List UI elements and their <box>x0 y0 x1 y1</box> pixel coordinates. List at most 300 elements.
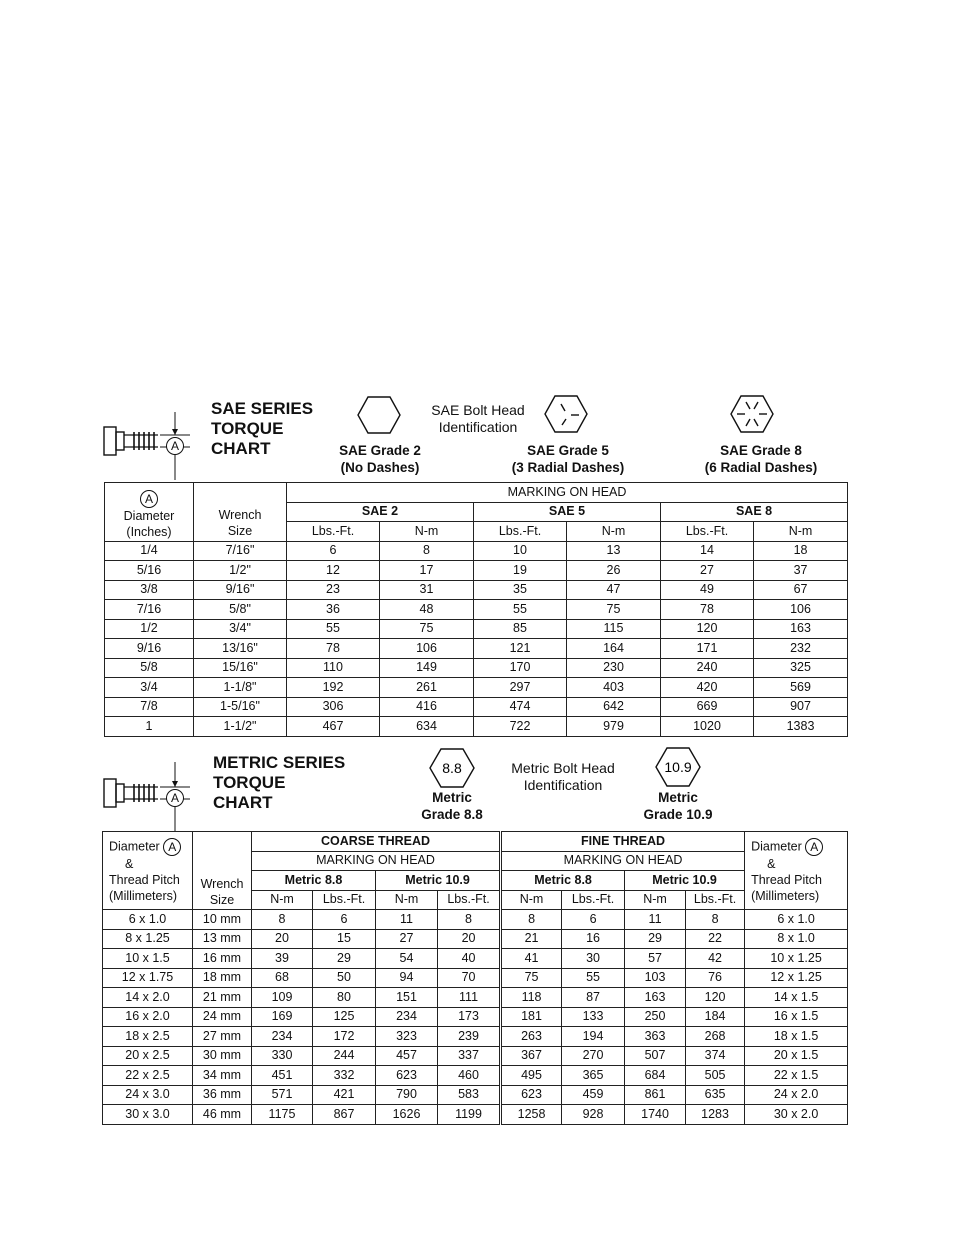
table-cell: 495 <box>501 1066 562 1086</box>
table-cell: 27 mm <box>193 1027 252 1047</box>
table-cell: 9/16" <box>194 580 287 600</box>
sae-grade-5-hexagon-icon <box>543 394 589 434</box>
table-cell: 7/8 <box>105 697 194 717</box>
sae-grade-name: SAE Grade 2 <box>339 443 421 458</box>
table-cell: 270 <box>562 1046 625 1066</box>
sae-group-header: SAE 5 <box>474 502 661 522</box>
table-cell: 268 <box>686 1027 745 1047</box>
table-cell: 40 <box>438 949 501 969</box>
sae-unit-header: N-m <box>380 522 474 542</box>
table-cell: 363 <box>625 1027 686 1047</box>
table-cell: 323 <box>376 1027 438 1047</box>
table-cell: 451 <box>252 1066 313 1086</box>
table-cell: 17 <box>380 561 474 581</box>
table-cell: 1199 <box>438 1105 501 1125</box>
table-cell: 24 x 3.0 <box>103 1085 193 1105</box>
table-row <box>103 1085 848 1105</box>
table-cell: 6 x 1.0 <box>745 910 848 930</box>
diameter-letter: A <box>140 490 158 508</box>
metric-unit-header: N-m <box>501 890 562 910</box>
metric-fine-diameter-header <box>745 832 848 910</box>
table-cell: 403 <box>567 678 661 698</box>
table-cell: 8 <box>380 541 474 561</box>
table-cell: 27 <box>661 561 754 581</box>
table-row <box>103 1046 848 1066</box>
table-cell: 19 <box>474 561 567 581</box>
table-row <box>105 619 848 639</box>
table-cell: 1383 <box>754 717 848 737</box>
table-row <box>105 580 848 600</box>
table-cell: 11 <box>376 910 438 930</box>
table-row <box>103 1066 848 1086</box>
table-cell: 30 <box>562 949 625 969</box>
table-cell: 232 <box>754 639 848 659</box>
table-cell: 507 <box>625 1046 686 1066</box>
diameter-letter: A <box>805 838 823 856</box>
table-cell: 3/4 <box>105 678 194 698</box>
table-cell: 67 <box>754 580 848 600</box>
table-cell: 474 <box>474 697 567 717</box>
table-cell: 55 <box>287 619 380 639</box>
sae-unit-header: Lbs.-Ft. <box>287 522 380 542</box>
table-cell: 164 <box>567 639 661 659</box>
table-cell: 505 <box>686 1066 745 1086</box>
table-cell: 867 <box>313 1105 376 1125</box>
table-cell: 6 <box>287 541 380 561</box>
table-cell: 722 <box>474 717 567 737</box>
table-cell: 1626 <box>376 1105 438 1125</box>
table-cell: 9/16 <box>105 639 194 659</box>
table-cell: 8 x 1.25 <box>103 929 193 949</box>
table-cell: 12 <box>287 561 380 581</box>
table-cell: 192 <box>287 678 380 698</box>
table-cell: 1/2" <box>194 561 287 581</box>
table-cell: 979 <box>567 717 661 737</box>
table-cell: 297 <box>474 678 567 698</box>
table-cell: 12 x 1.25 <box>745 968 848 988</box>
diameter-header-line: Thread Pitch <box>751 872 822 887</box>
metric-grade-header: Metric 8.8 <box>252 871 376 891</box>
table-cell: 1-5/16" <box>194 697 287 717</box>
sae-identification-line: SAE Bolt Head <box>431 402 525 418</box>
table-cell: 416 <box>380 697 474 717</box>
table-cell: 14 <box>661 541 754 561</box>
table-row <box>105 541 848 561</box>
table-cell: 34 mm <box>193 1066 252 1086</box>
table-cell: 22 <box>686 929 745 949</box>
table-cell: 14 x 1.5 <box>745 988 848 1008</box>
diameter-header-line: Diameter <box>751 838 802 853</box>
table-cell: 244 <box>313 1046 376 1066</box>
table-row <box>103 1105 848 1125</box>
diameter-header-line: & <box>767 856 776 871</box>
metric-unit-header: Lbs.-Ft. <box>438 890 501 910</box>
sae-identification-label <box>420 402 536 436</box>
table-cell: 8 <box>438 910 501 930</box>
diameter-header-line: (Millimeters) <box>109 888 178 903</box>
table-cell: 171 <box>661 639 754 659</box>
table-cell: 569 <box>754 678 848 698</box>
table-cell: 42 <box>686 949 745 969</box>
sae-grade-5-label <box>492 442 644 476</box>
diameter-header-line: Diameter <box>109 838 160 853</box>
table-cell: 125 <box>313 1007 376 1027</box>
metric-title-line: TORQUE <box>213 773 286 792</box>
table-cell: 13 mm <box>193 929 252 949</box>
table-cell: 16 x 2.0 <box>103 1007 193 1027</box>
table-row <box>103 1027 848 1047</box>
sae-grade-note: (6 Radial Dashes) <box>704 460 818 475</box>
diameter-header-line: (Millimeters) <box>751 888 820 903</box>
table-cell: 103 <box>625 968 686 988</box>
sae-grade-note: (3 Radial Dashes) <box>511 460 625 475</box>
metric-grade-head-text: 10.9 <box>664 759 692 775</box>
table-cell: 173 <box>438 1007 501 1027</box>
metric-title-line: CHART <box>213 793 273 812</box>
table-cell: 1/4 <box>105 541 194 561</box>
metric-grade-8-8-hexagon-icon <box>428 747 476 789</box>
metric-unit-header: Lbs.-Ft. <box>313 890 376 910</box>
diameter-header-line: & <box>125 856 134 871</box>
metric-unit-header: Lbs.-Ft. <box>562 890 625 910</box>
table-cell: 239 <box>438 1027 501 1047</box>
table-row <box>105 561 848 581</box>
table-cell: 37 <box>754 561 848 581</box>
sae-chart-title <box>211 399 313 459</box>
table-cell: 80 <box>313 988 376 1008</box>
table-cell: 10 <box>474 541 567 561</box>
table-cell: 1020 <box>661 717 754 737</box>
table-cell: 459 <box>562 1085 625 1105</box>
sae-unit-header: N-m <box>567 522 661 542</box>
sae-grade-8-label <box>690 442 832 476</box>
table-cell: 30 x 3.0 <box>103 1105 193 1125</box>
table-cell: 790 <box>376 1085 438 1105</box>
table-cell: 18 <box>754 541 848 561</box>
table-cell: 5/8" <box>194 600 287 620</box>
table-cell: 12 x 1.75 <box>103 968 193 988</box>
table-cell: 5/8 <box>105 658 194 678</box>
table-cell: 18 x 1.5 <box>745 1027 848 1047</box>
table-cell: 6 <box>562 910 625 930</box>
table-cell: 163 <box>754 619 848 639</box>
table-cell: 8 <box>252 910 313 930</box>
table-cell: 583 <box>438 1085 501 1105</box>
table-cell: 30 mm <box>193 1046 252 1066</box>
metric-unit-header: N-m <box>252 890 313 910</box>
table-cell: 330 <box>252 1046 313 1066</box>
table-cell: 54 <box>376 949 438 969</box>
metric-grade-line: Grade 10.9 <box>643 807 713 822</box>
table-cell: 75 <box>501 968 562 988</box>
table-cell: 1-1/8" <box>194 678 287 698</box>
table-cell: 1258 <box>501 1105 562 1125</box>
table-cell: 70 <box>438 968 501 988</box>
table-cell: 78 <box>661 600 754 620</box>
table-cell: 120 <box>661 619 754 639</box>
table-cell: 374 <box>686 1046 745 1066</box>
metric-identification-line: Identification <box>523 777 603 793</box>
sae-grade-8-hexagon-icon <box>729 394 775 434</box>
metric-wrench-header <box>193 832 252 910</box>
table-cell: 22 x 1.5 <box>745 1066 848 1086</box>
table-cell: 120 <box>686 988 745 1008</box>
table-cell: 8 x 1.0 <box>745 929 848 949</box>
table-cell: 571 <box>252 1085 313 1105</box>
table-cell: 111 <box>438 988 501 1008</box>
sae-grade-name: SAE Grade 8 <box>720 443 802 458</box>
table-cell: 306 <box>287 697 380 717</box>
table-cell: 75 <box>380 619 474 639</box>
table-cell: 149 <box>380 658 474 678</box>
sae-unit-header: Lbs.-Ft. <box>474 522 567 542</box>
table-cell: 10 x 1.5 <box>103 949 193 969</box>
wrench-header-line: Wrench <box>200 877 244 891</box>
sae-diameter-letter: A <box>166 437 184 455</box>
table-cell: 861 <box>625 1085 686 1105</box>
sae-diameter-header <box>105 483 194 542</box>
table-cell: 928 <box>562 1105 625 1125</box>
table-row <box>105 658 848 678</box>
metric-title-line: METRIC SERIES <box>213 753 346 772</box>
table-cell: 55 <box>562 968 625 988</box>
metric-grade-10-9-label <box>628 789 728 823</box>
table-cell: 22 x 2.5 <box>103 1066 193 1086</box>
table-cell: 325 <box>754 658 848 678</box>
metric-grade-line: Grade 8.8 <box>421 807 483 822</box>
table-cell: 261 <box>380 678 474 698</box>
table-cell: 13/16" <box>194 639 287 659</box>
table-cell: 169 <box>252 1007 313 1027</box>
table-cell: 24 mm <box>193 1007 252 1027</box>
metric-grade-header: Metric 10.9 <box>376 871 501 891</box>
metric-diameter-letter: A <box>166 789 184 807</box>
sae-torque-table <box>104 482 848 737</box>
table-row <box>105 697 848 717</box>
table-cell: 642 <box>567 697 661 717</box>
table-cell: 669 <box>661 697 754 717</box>
table-cell: 55 <box>474 600 567 620</box>
sae-title-line: CHART <box>211 439 271 458</box>
table-cell: 1283 <box>686 1105 745 1125</box>
table-cell: 635 <box>686 1085 745 1105</box>
table-cell: 110 <box>287 658 380 678</box>
table-cell: 75 <box>567 600 661 620</box>
table-cell: 170 <box>474 658 567 678</box>
diameter-header-line: Thread Pitch <box>109 872 180 887</box>
table-cell: 39 <box>252 949 313 969</box>
table-cell: 14 x 2.0 <box>103 988 193 1008</box>
metric-unit-header: Lbs.-Ft. <box>686 890 745 910</box>
table-cell: 57 <box>625 949 686 969</box>
table-cell: 16 <box>562 929 625 949</box>
table-cell: 20 x 1.5 <box>745 1046 848 1066</box>
table-cell: 8 <box>501 910 562 930</box>
table-cell: 29 <box>313 949 376 969</box>
metric-grade-8-8-label <box>404 789 500 823</box>
table-row <box>103 988 848 1008</box>
table-cell: 23 <box>287 580 380 600</box>
table-row <box>105 639 848 659</box>
table-cell: 1-1/2" <box>194 717 287 737</box>
table-cell: 365 <box>562 1066 625 1086</box>
coarse-thread-header: COARSE THREAD <box>252 832 501 852</box>
table-cell: 20 x 2.5 <box>103 1046 193 1066</box>
table-cell: 15 <box>313 929 376 949</box>
table-cell: 24 x 2.0 <box>745 1085 848 1105</box>
metric-unit-header: N-m <box>376 890 438 910</box>
table-cell: 6 <box>313 910 376 930</box>
table-cell: 109 <box>252 988 313 1008</box>
metric-identification-label <box>500 760 626 794</box>
table-cell: 332 <box>313 1066 376 1086</box>
table-cell: 133 <box>562 1007 625 1027</box>
table-cell: 172 <box>313 1027 376 1047</box>
table-cell: 31 <box>380 580 474 600</box>
table-cell: 1175 <box>252 1105 313 1125</box>
table-cell: 13 <box>567 541 661 561</box>
diameter-letter: A <box>163 838 181 856</box>
table-cell: 460 <box>438 1066 501 1086</box>
table-cell: 151 <box>376 988 438 1008</box>
table-row <box>103 929 848 949</box>
wrench-header-line: Size <box>209 893 235 907</box>
sae-identification-line: Identification <box>438 419 518 435</box>
table-cell: 30 x 2.0 <box>745 1105 848 1125</box>
table-cell: 623 <box>376 1066 438 1086</box>
table-row <box>103 968 848 988</box>
table-cell: 367 <box>501 1046 562 1066</box>
metric-identification-line: Metric Bolt Head <box>511 760 615 776</box>
table-cell: 181 <box>501 1007 562 1027</box>
metric-diameter-header <box>103 832 193 910</box>
table-cell: 26 <box>567 561 661 581</box>
table-cell: 250 <box>625 1007 686 1027</box>
metric-grade-head-text: 8.8 <box>442 760 462 776</box>
table-cell: 337 <box>438 1046 501 1066</box>
table-cell: 10 x 1.25 <box>745 949 848 969</box>
table-cell: 21 mm <box>193 988 252 1008</box>
table-cell: 421 <box>313 1085 376 1105</box>
table-row <box>103 910 848 930</box>
metric-grade-header: Metric 10.9 <box>625 871 745 891</box>
table-cell: 3/8 <box>105 580 194 600</box>
table-cell: 467 <box>287 717 380 737</box>
table-cell: 16 x 1.5 <box>745 1007 848 1027</box>
table-cell: 78 <box>287 639 380 659</box>
sae-title-line: SAE SERIES <box>211 399 314 418</box>
sae-grade-2-hexagon-icon <box>356 395 402 435</box>
table-cell: 5/16 <box>105 561 194 581</box>
metric-grade-10-9-hexagon-icon <box>654 746 702 788</box>
sae-grade-name: SAE Grade 5 <box>527 443 609 458</box>
metric-chart-title <box>213 753 345 813</box>
sae-group-header: SAE 8 <box>661 502 848 522</box>
table-cell: 106 <box>754 600 848 620</box>
table-cell: 87 <box>562 988 625 1008</box>
table-cell: 85 <box>474 619 567 639</box>
table-cell: 230 <box>567 658 661 678</box>
table-cell: 36 <box>287 600 380 620</box>
table-cell: 76 <box>686 968 745 988</box>
table-cell: 47 <box>567 580 661 600</box>
table-cell: 20 <box>252 929 313 949</box>
table-cell: 420 <box>661 678 754 698</box>
table-cell: 16 mm <box>193 949 252 969</box>
table-cell: 194 <box>562 1027 625 1047</box>
table-row <box>105 600 848 620</box>
sae-title-line: TORQUE <box>211 419 284 438</box>
sae-grade-2-label <box>318 442 442 476</box>
wrench-header-line: Wrench <box>218 507 262 522</box>
table-cell: 684 <box>625 1066 686 1086</box>
table-cell: 7/16" <box>194 541 287 561</box>
table-cell: 115 <box>567 619 661 639</box>
table-cell: 94 <box>376 968 438 988</box>
table-cell: 15/16" <box>194 658 287 678</box>
table-cell: 121 <box>474 639 567 659</box>
table-cell: 184 <box>686 1007 745 1027</box>
table-cell: 7/16 <box>105 600 194 620</box>
table-cell: 457 <box>376 1046 438 1066</box>
table-cell: 68 <box>252 968 313 988</box>
table-cell: 27 <box>376 929 438 949</box>
table-cell: 634 <box>380 717 474 737</box>
metric-torque-table <box>102 831 848 1125</box>
table-cell: 623 <box>501 1085 562 1105</box>
diameter-header-line: (Inches) <box>126 524 172 539</box>
diameter-header-line: Diameter <box>123 508 175 523</box>
table-cell: 49 <box>661 580 754 600</box>
metric-grade-line: Metric <box>658 790 698 805</box>
table-cell: 1740 <box>625 1105 686 1125</box>
metric-grade-line: Metric <box>432 790 472 805</box>
table-cell: 6 x 1.0 <box>103 910 193 930</box>
fine-thread-header: FINE THREAD <box>501 832 745 852</box>
table-cell: 36 mm <box>193 1085 252 1105</box>
table-cell: 41 <box>501 949 562 969</box>
table-cell: 118 <box>501 988 562 1008</box>
wrench-header-line: Size <box>227 523 253 538</box>
table-cell: 907 <box>754 697 848 717</box>
table-row <box>103 1007 848 1027</box>
table-cell: 21 <box>501 929 562 949</box>
table-row <box>103 949 848 969</box>
sae-marking-header: MARKING ON HEAD <box>287 483 848 503</box>
metric-marking-header: MARKING ON HEAD <box>252 851 501 871</box>
table-cell: 163 <box>625 988 686 1008</box>
metric-marking-header: MARKING ON HEAD <box>501 851 745 871</box>
table-cell: 29 <box>625 929 686 949</box>
table-cell: 35 <box>474 580 567 600</box>
table-cell: 1 <box>105 717 194 737</box>
table-cell: 240 <box>661 658 754 678</box>
table-cell: 11 <box>625 910 686 930</box>
table-cell: 263 <box>501 1027 562 1047</box>
sae-unit-header: Lbs.-Ft. <box>661 522 754 542</box>
table-cell: 8 <box>686 910 745 930</box>
sae-group-header: SAE 2 <box>287 502 474 522</box>
metric-unit-header: N-m <box>625 890 686 910</box>
table-cell: 50 <box>313 968 376 988</box>
sae-grade-note: (No Dashes) <box>340 460 420 475</box>
table-cell: 10 mm <box>193 910 252 930</box>
table-cell: 20 <box>438 929 501 949</box>
table-cell: 46 mm <box>193 1105 252 1125</box>
table-cell: 1/2 <box>105 619 194 639</box>
table-cell: 18 x 2.5 <box>103 1027 193 1047</box>
table-cell: 3/4" <box>194 619 287 639</box>
